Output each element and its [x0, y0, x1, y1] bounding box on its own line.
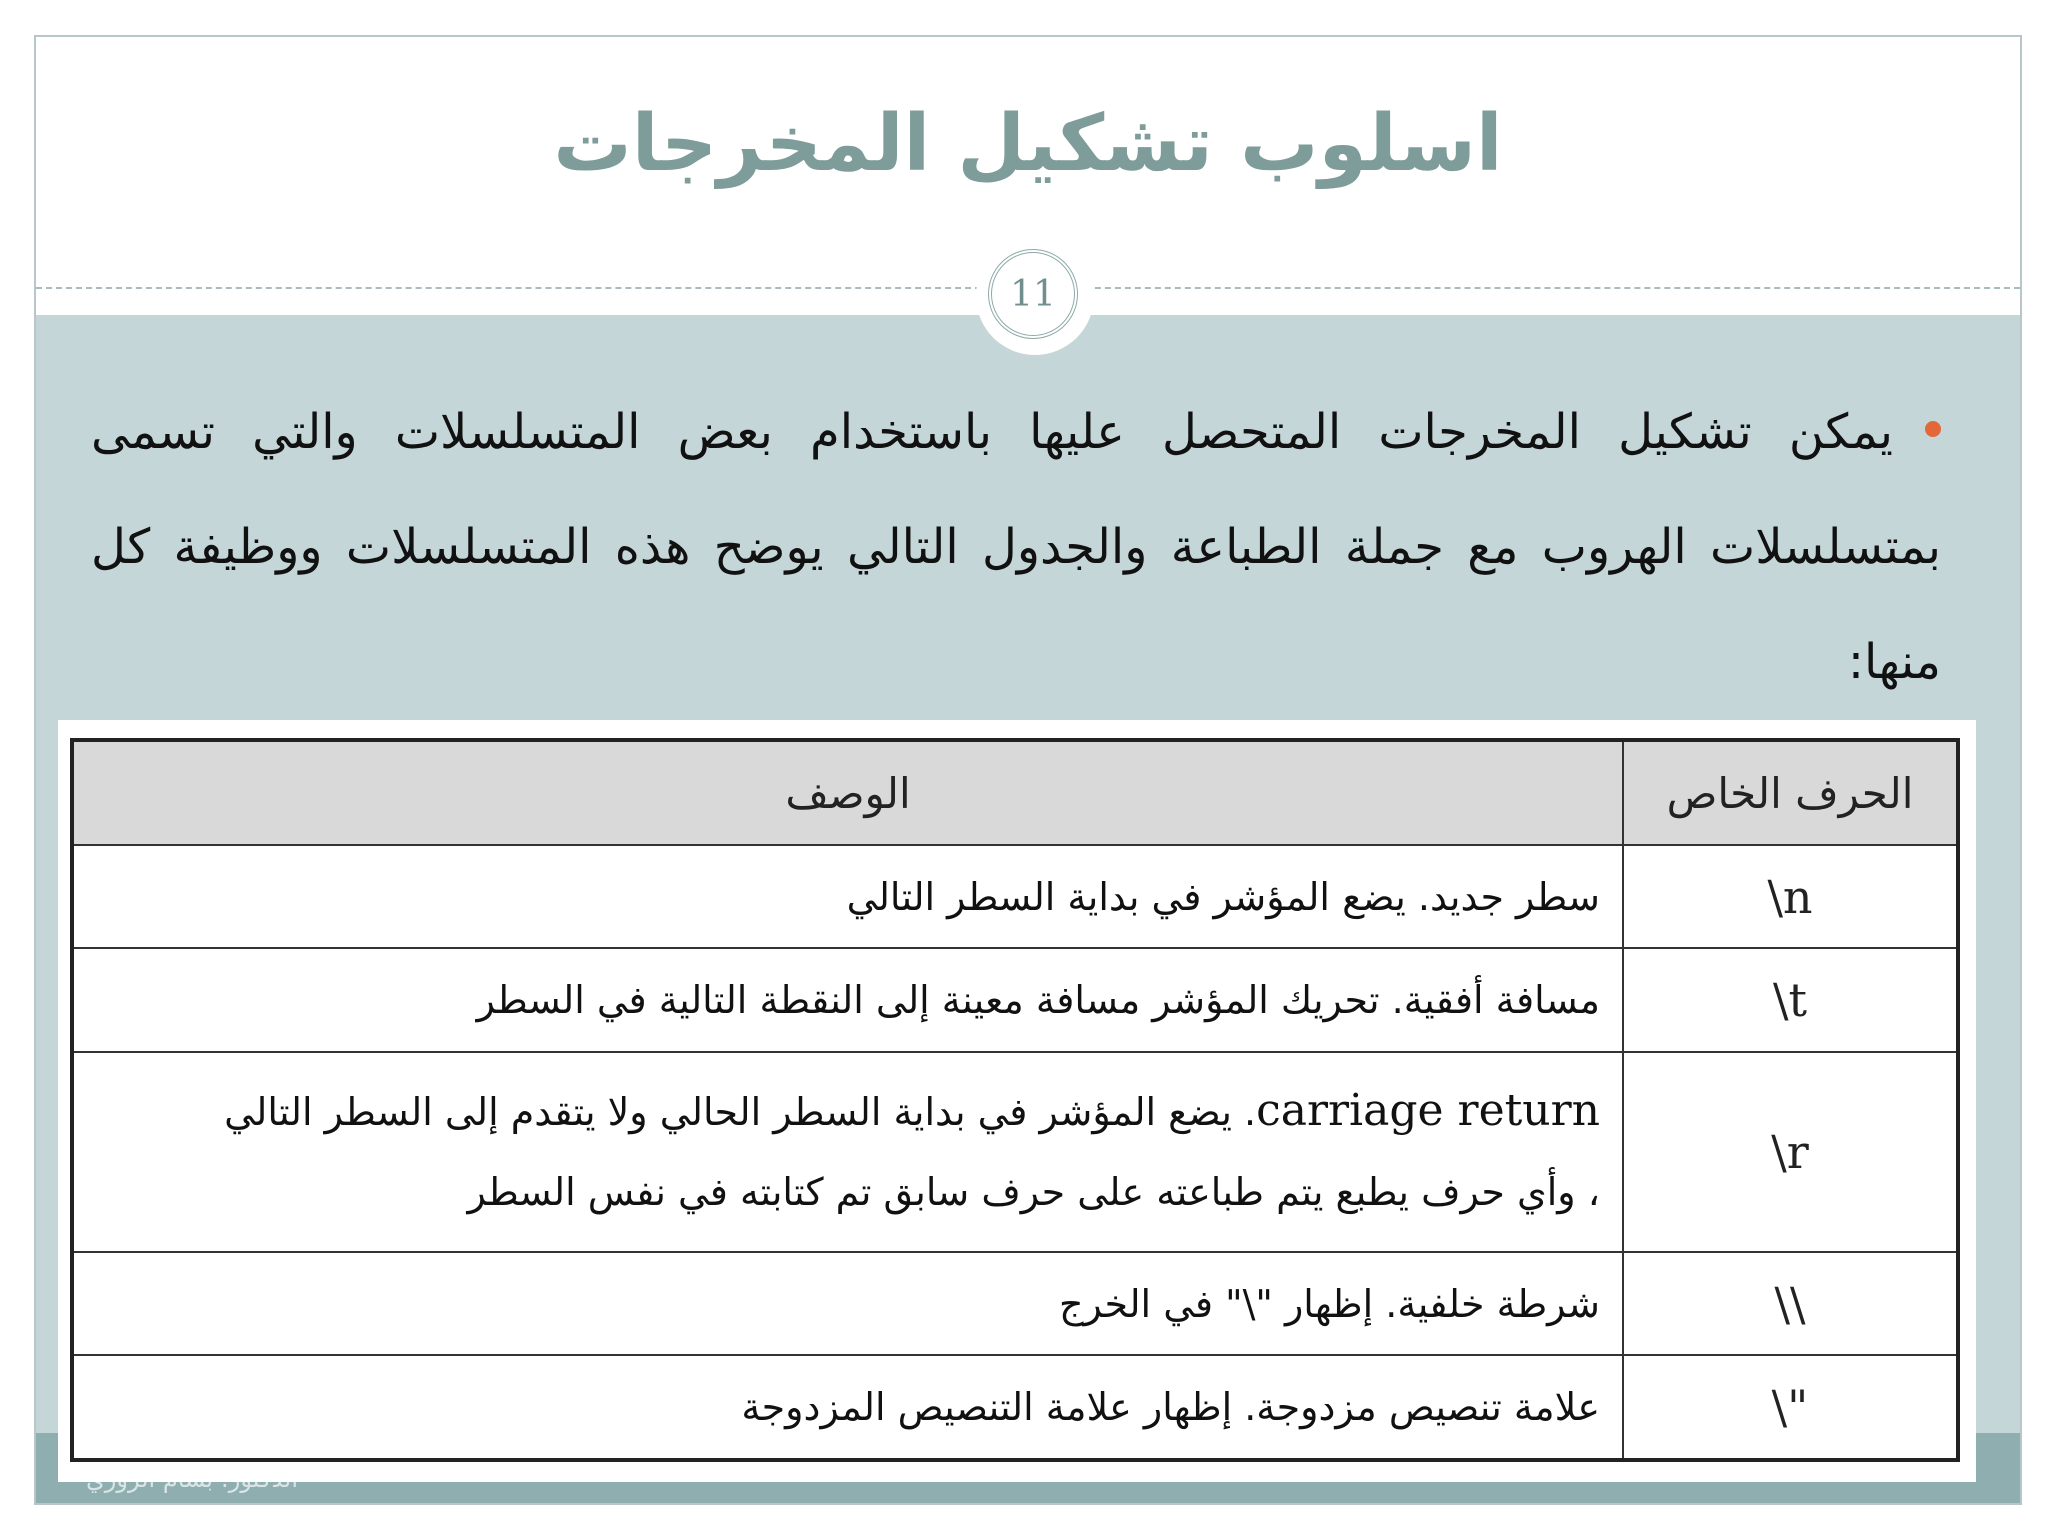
escape-description: سطر جديد. يضع المؤشر في بداية السطر التالي — [72, 845, 1623, 948]
table-row — [72, 1355, 1958, 1460]
escape-sequences-table — [70, 738, 1960, 1462]
description-line-1 — [96, 1071, 1600, 1152]
body-paragraph — [91, 375, 1941, 720]
escape-description — [72, 1052, 1623, 1252]
escape-char: \n — [1623, 845, 1958, 948]
slide-number-badge — [976, 237, 1094, 355]
description-english-term: carriage return — [1256, 1085, 1600, 1137]
table-header-row — [72, 740, 1958, 845]
bullet-icon — [1925, 421, 1941, 437]
escape-char: \" — [1623, 1355, 1958, 1460]
table-row — [72, 948, 1958, 1051]
paragraph-text: يمكن تشكيل المخرجات المتحصل عليها باستخدام بعض المتسلسلات والتي تسمى بمتسلسلات الهروب مع جملة الطباعة والجدول التالي يوضح هذه المتسلسلات ووظيفة كل منها: — [91, 404, 1941, 690]
slide-title: اسلوب تشكيل المخرجات — [553, 99, 1503, 189]
header-special-char: الحرف الخاص — [1623, 740, 1958, 845]
description-line-2: ، وأي حرف يطبع يتم طباعته على حرف سابق تم كتابته في نفس السطر — [467, 1170, 1600, 1215]
escape-table-container — [58, 720, 1976, 1482]
escape-description: مسافة أفقية. تحريك المؤشر مسافة معينة إلى النقطة التالية في السطر — [72, 948, 1623, 1051]
table-row — [72, 1252, 1958, 1355]
escape-description: شرطة خلفية. إظهار "\" في الخرج — [72, 1252, 1623, 1355]
description-text: . يضع المؤشر في بداية السطر الحالي ولا يتقدم إلى السطر التالي — [224, 1090, 1257, 1135]
table-row — [72, 1052, 1958, 1252]
slide-number: 11 — [988, 249, 1078, 339]
table-row — [72, 845, 1958, 948]
escape-description: علامة تنصيص مزدوجة. إظهار علامة التنصيص المزدوجة — [72, 1355, 1623, 1460]
slide — [34, 35, 2022, 1505]
escape-char: \t — [1623, 948, 1958, 1051]
header-description: الوصف — [72, 740, 1623, 845]
escape-char: \\ — [1623, 1252, 1958, 1355]
escape-char: \r — [1623, 1052, 1958, 1252]
